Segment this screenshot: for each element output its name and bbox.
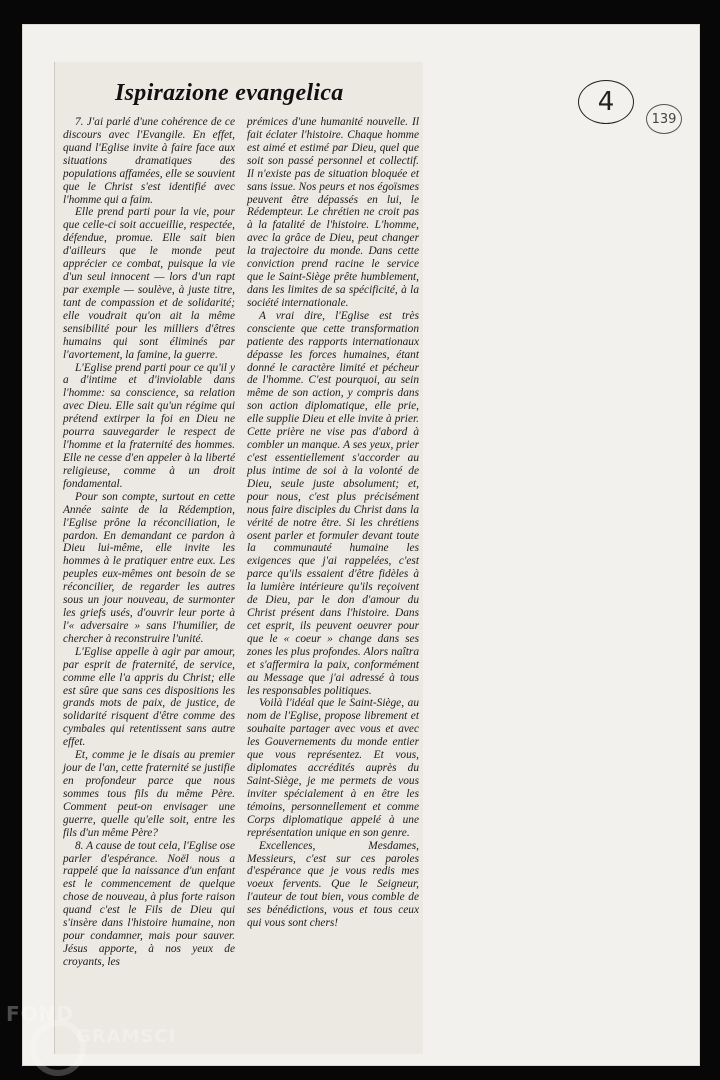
archive-watermark xyxy=(0,1000,200,1070)
paragraph: Elle prend parti pour la vie, pour que celle-ci soit accueillie, respectée, défendue, promue. Elle sait bien d'ailleurs que le monde peut apprécier ce combat, puisque la vie d'un seul innocent — lors d'un rapt par exemple — soulève, à juste titre, tant de compassion et de solidarité; elle voudrait qu'on ait la même sensibilité pour les milliers d'êtres humains qui sont éliminés par l'avortement, la famine, la guerre. xyxy=(63,206,235,361)
right-column xyxy=(247,116,419,930)
paragraph: 7. J'ai parlé d'une cohérence de ce discours avec l'Evangile. En effet, quand l'Eglise invite à faire face aux situations dramatiques des populations affamées, elle se souvient que le Christ s'est identifié avec l'homme qui a faim. xyxy=(63,116,235,206)
paragraph: Pour son compte, surtout en cette Année sainte de la Rédemption, l'Eglise prône la réconciliation, le pardon. En demandant ce pardon à Dieu lui-même, elle invite les hommes à le pratiquer entre eux. Les peuples eux-mêmes ont besoin de se réconcilier, de regarder les autres sous un jour nouveau, de surmonter les griefs usés, d'ouvrir leur porte à l'« adversaire » sans l'humilier, de chercher à reconstruire l'unité. xyxy=(63,490,235,645)
paragraph: A vrai dire, l'Eglise est très consciente que cette transformation patiente des rapports internationaux dépasse les forces humaines, étant donné le caractère limité et pécheur de l'homme. C'est pourquoi, au sein même de son action, y compris dans son action diplomatique, elle prie, elle supplie Dieu et elle invite à prier. Cette prière ne vise pas d'abord à combler un manque. A ses yeux, prier c'est essentiellement s'accorder au plus intime de soi à la volonté de Dieu, seule juste absolument; et, pour nous, c'est plus précisément nous faire disciples du Christ dans la vérité de notre être. Si les chrétiens osent parler et formuler devant toute la communauté humaine les exigences que j'ai rappelées, c'est parce qu'ils essaient d'être fidèles à la lumière intérieure qu'ils reçoivent de Dieu, par le don d'amour du Christ présent dans l'histoire. Dans cet esprit, ils peuvent oeuvrer pour que le « coeur » change dans ses zones les plus profondes. Alors naîtra et s'affermira la paix, conformément au Message que j'ai adressé à tous les responsables politiques. xyxy=(247,309,419,697)
paragraph: L'Eglise prend parti pour ce qu'il y a d'intime et d'inviolable dans l'homme: sa conscience, sa relation avec Dieu. Elle sait qu'un régime qui prétend extirper la foi en Dieu ne pourra sauvegarder le respect de l'homme et la fraternité des hommes. Elle ne cesse d'en appeler à la liberté religieuse, comme à un droit fondamental. xyxy=(63,361,235,490)
watermark-line-1: FOND xyxy=(6,1002,75,1026)
paragraph: Excellences, Mesdames, Messieurs, c'est sur ces paroles d'espérance que je vous redis mes voeux fervents. Que le Seigneur, l'auteur de tout bien, vous comble de ses bénédictions, vous et tous ceux qui vous sont chers! xyxy=(247,839,419,930)
left-column xyxy=(63,116,235,969)
paragraph: L'Eglise appelle à agir par amour, par esprit de fraternité, de service, comme elle l'a appris du Christ; elle est sûre que sans ces dispositions les grands mots de paix, de justice, de solidarité risquent d'être comme des cymbales qui retentissent sans autre effet. xyxy=(63,645,235,749)
page-stamp: 139 xyxy=(646,104,682,134)
paragraph: prémices d'une humanité nouvelle. Il fait éclater l'histoire. Chaque homme est aimé et estimé par Dieu, quel que soit son passé personnel et collectif. Il n'existe pas de situation bloquée et sans issue. Nos peurs et nos égoïsmes peuvent être dépassés en lui, le Rédempteur. Le chrétien ne croit pas à la fatalité de l'histoire. L'homme, avec la grâce de Dieu, peut changer la trajectoire du monde. Dans cette conviction prend racine le service que le Saint-Siège prête humblement, dans les limites de sa spécificité, à la société internationale. xyxy=(247,116,419,309)
paragraph: 8. A cause de tout cela, l'Eglise ose parler d'espérance. Noël nous a rappelé que la naissance d'un enfant est le commencement de quelque chose de nouveau, à plus forte raison quand c'est le Fils de Dieu qui s'insère dans l'histoire humaine, non pour condamner, mais pour sauver. Jésus apporte, à nos yeux de croyants, les xyxy=(63,839,235,968)
paragraph: Et, comme je le disais au premier jour de l'an, cette fraternité se justifie en profondeur parce que nous sommes tous fils du même Père. Comment peut-on envisager une guerre, quelle qu'elle soit, entre les fils d'un même Père? xyxy=(63,749,235,839)
paragraph: Voilà l'idéal que le Saint-Siège, au nom de l'Eglise, propose librement et souhaite partager avec vous et avec les Gouvernements du monde entier que vous représentez. Et vous, diplomates accrédités auprès du Saint-Siège, je me permets de vous inviter spécialement à en être les témoins, personnellement et comme Corps diplomatique appelé à une représentation unique en son genre. xyxy=(247,697,419,839)
newspaper-clipping xyxy=(54,62,423,1054)
circled-page-number: 4 xyxy=(578,80,634,124)
watermark-line-2: GRAMSCI xyxy=(76,1026,177,1047)
article-title: Ispirazione evangelica xyxy=(115,80,344,106)
archive-sheet xyxy=(22,24,700,1066)
